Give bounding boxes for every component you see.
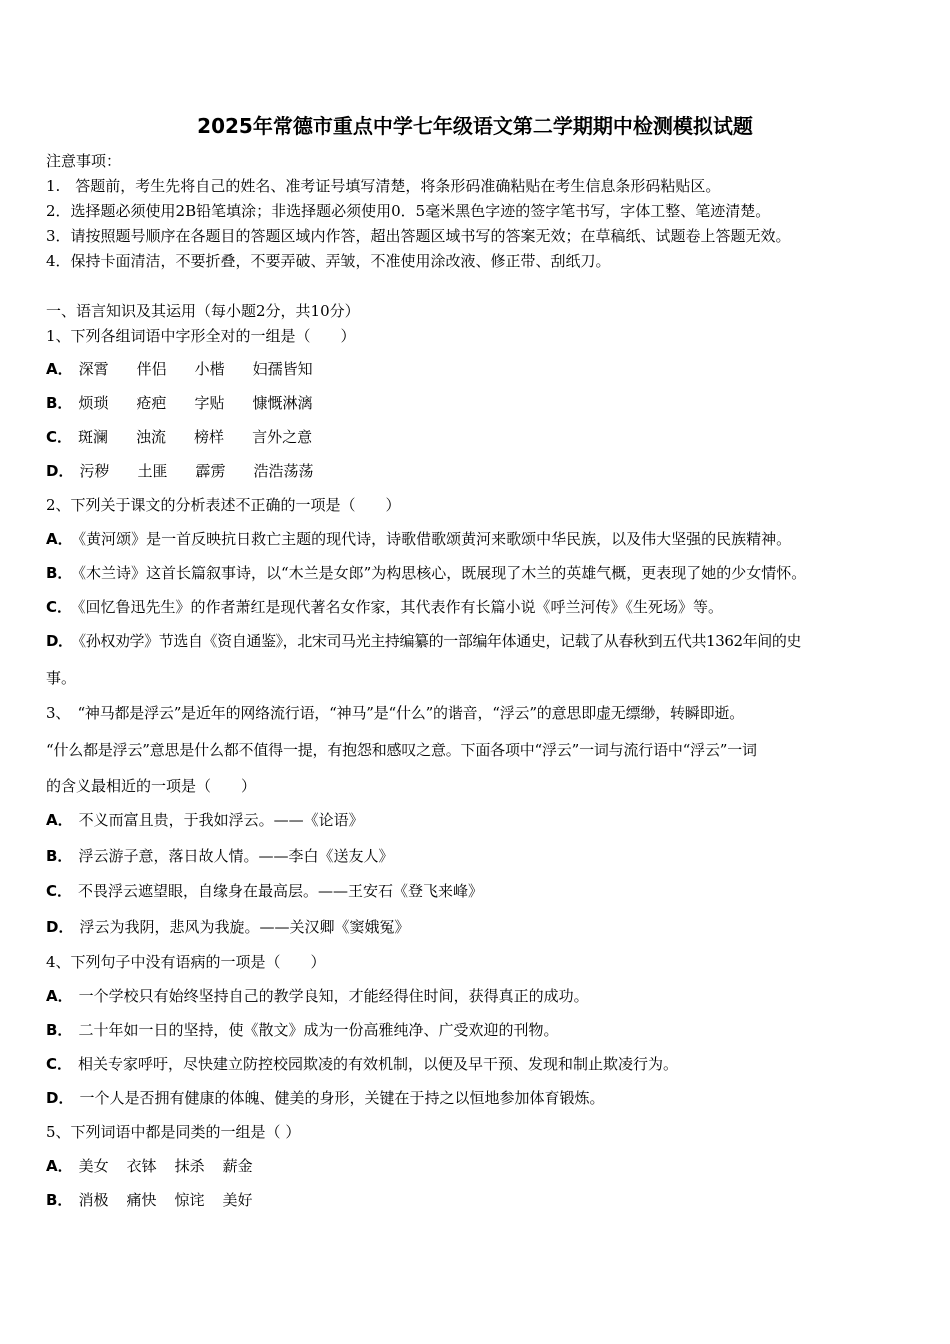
option-text: 《孙权劝学》节选自《资自通鉴》，北宋司马光主持编纂的一部编年体通史，记载了从春秋到五代共1362年间的史 [78,632,802,650]
option-word: 疮疤 [136,394,167,412]
q2-option-b [46,562,916,584]
option-word: 衣钵 [126,1157,157,1175]
q4-option-c [46,1053,916,1075]
question-stem: 的含义最相近的一项是（ ） [46,777,257,795]
option-word: 字贴 [194,394,225,412]
q1-option-d [46,460,916,482]
option-letter: A． [46,1157,73,1175]
q1-option-c [46,426,916,448]
option-text: 一个人是否拥有健康的体魄、健美的身形，关键在于持之以恒地参加体育锻炼。 [79,1089,605,1107]
q4-option-d [46,1087,916,1109]
option-text: 《黄河颂》是一首反映抗日救亡主题的现代诗，诗歌借歌颂黄河来歌颂中华民族，以及伟大坚强的民族精神。 [78,530,792,548]
option-letter: A． [46,811,73,829]
section-heading: 一、语言知识及其运用（每小题2分，共10分） [46,302,360,320]
option-letter: A． [46,987,73,1005]
option-letter: B． [46,394,73,412]
q5-option-a [46,1155,916,1177]
option-letter: D． [46,1089,74,1107]
option-word: 榜样 [194,428,225,446]
question-stem: 4、下列句子中没有语病的一项是（ ） [46,953,326,971]
option-word: 斑澜 [78,428,109,446]
option-word: 深霄 [78,360,109,378]
option-text: 浮云游子意，落日故人情。——李白《送友人》 [78,847,394,865]
option-text: 浮云为我阴，悲风为我旋。——关汉卿《窦娥冤》 [79,918,410,936]
page-title: 2025年常德市重点中学七年级语文第二学期期中检测模拟试题 [197,114,753,138]
option-letter: C． [46,598,73,616]
q1-option-b [46,392,916,414]
q1-option-a [46,358,916,380]
q3-option-d [46,916,916,938]
option-text: 一个学校只有始终坚持自己的教学良知，才能经得住时间，获得真正的成功。 [78,987,589,1005]
q3-option-c [46,880,916,902]
option-text: 二十年如一日的坚持，使《散文》成为一份高雅纯净、广受欢迎的刊物。 [78,1021,559,1039]
option-letter: C． [46,882,73,900]
option-word: 美好 [222,1191,253,1209]
q2-option-c [46,596,916,618]
option-word: 痛快 [126,1191,157,1209]
option-letter: B． [46,1021,73,1039]
option-letter: D． [46,632,73,650]
option-word: 伴侣 [136,360,167,378]
option-word: 惊诧 [174,1191,205,1209]
option-text: 相关专家呼吁，尽快建立防控校园欺凌的有效机制，以便及早干预、发现和制止欺凌行为。 [78,1055,679,1073]
option-letter: D． [46,918,74,936]
q4-option-a [46,985,916,1007]
option-word: 霹雳 [195,462,226,480]
option-word: 浩浩荡荡 [253,462,314,480]
question-stem: “什么都是浮云”意思是什么都不值得一提，有抱怨和感叹之意。下面各项中“浮云”一词与流行语中“浮云”一词 [46,741,757,759]
question-stem: 1、下列各组词语中字形全对的一组是（ ） [46,327,356,345]
q3-option-b [46,845,916,867]
option-word: 薪金 [222,1157,253,1175]
notice-item: 4．保持卡面清洁，不要折叠，不要弄破、弄皱，不准使用涂改液、修正带、刮纸刀。 [46,252,611,270]
option-word: 小楷 [194,360,225,378]
option-text: 不义而富且贵，于我如浮云。——《论语》 [78,811,364,829]
option-word: 慷慨淋漓 [252,394,313,412]
option-word: 言外之意 [252,428,313,446]
option-word: 美女 [78,1157,109,1175]
option-letter: C． [46,1055,73,1073]
option-word: 抹杀 [174,1157,205,1175]
question-stem: 2、下列关于课文的分析表述不正确的一项是（ ） [46,496,401,514]
option-letter: A． [46,530,73,548]
option-word: 浊流 [136,428,167,446]
q2-option-d [46,630,916,652]
option-word: 污秽 [79,462,110,480]
q5-option-b [46,1189,916,1211]
notice-heading: 注意事项： [46,152,122,170]
notice-item: 1. 答题前，考生先将自己的姓名、准考证号填写清楚，将条形码准确粘贴在考生信息条形码粘贴区。 [46,177,721,195]
option-letter: D． [46,462,74,480]
question-stem: 3、 “神马都是浮云”是近年的网络流行语，“神马”是“什么”的谐音，“浮云”的意思即虚无缥缈，转瞬即逝。 [46,704,744,722]
option-text: 《木兰诗》这首长篇叙事诗，以“木兰是女郎”为构思核心，既展现了木兰的英雄气概，更表现了她的少女情怀。 [78,564,807,582]
option-letter: C． [46,428,73,446]
option-text: 《回忆鲁迅先生》的作者萧红是现代著名女作家，其代表作有长篇小说《呼兰河传》《生死场》等。 [78,598,724,616]
option-word: 土匪 [137,462,168,480]
option-word: 消极 [78,1191,109,1209]
option-word: 烦琐 [78,394,109,412]
option-letter: A． [46,360,73,378]
option-word: 妇孺皆知 [252,360,313,378]
option-letter: B． [46,847,73,865]
question-stem: 5、下列词语中都是同类的一组是（ ） [46,1123,301,1141]
q2-option-a [46,528,916,550]
q4-option-b [46,1019,916,1041]
option-letter: B． [46,1191,73,1209]
q2-option-d-continued: 事。 [46,669,77,687]
notice-item: 2．选择题必须使用2B铅笔填涂；非选择题必须使用0．5毫米黑色字迹的签字笔书写，字体工整、笔迹清楚。 [46,202,771,220]
option-letter: B． [46,564,73,582]
option-text: 不畏浮云遮望眼，自缘身在最高层。——王安石《登飞来峰》 [78,882,484,900]
notice-item: 3．请按照题号顺序在各题目的答题区域内作答，超出答题区域书写的答案无效；在草稿纸、试题卷上答题无效。 [46,227,791,245]
q3-option-a [46,809,916,831]
